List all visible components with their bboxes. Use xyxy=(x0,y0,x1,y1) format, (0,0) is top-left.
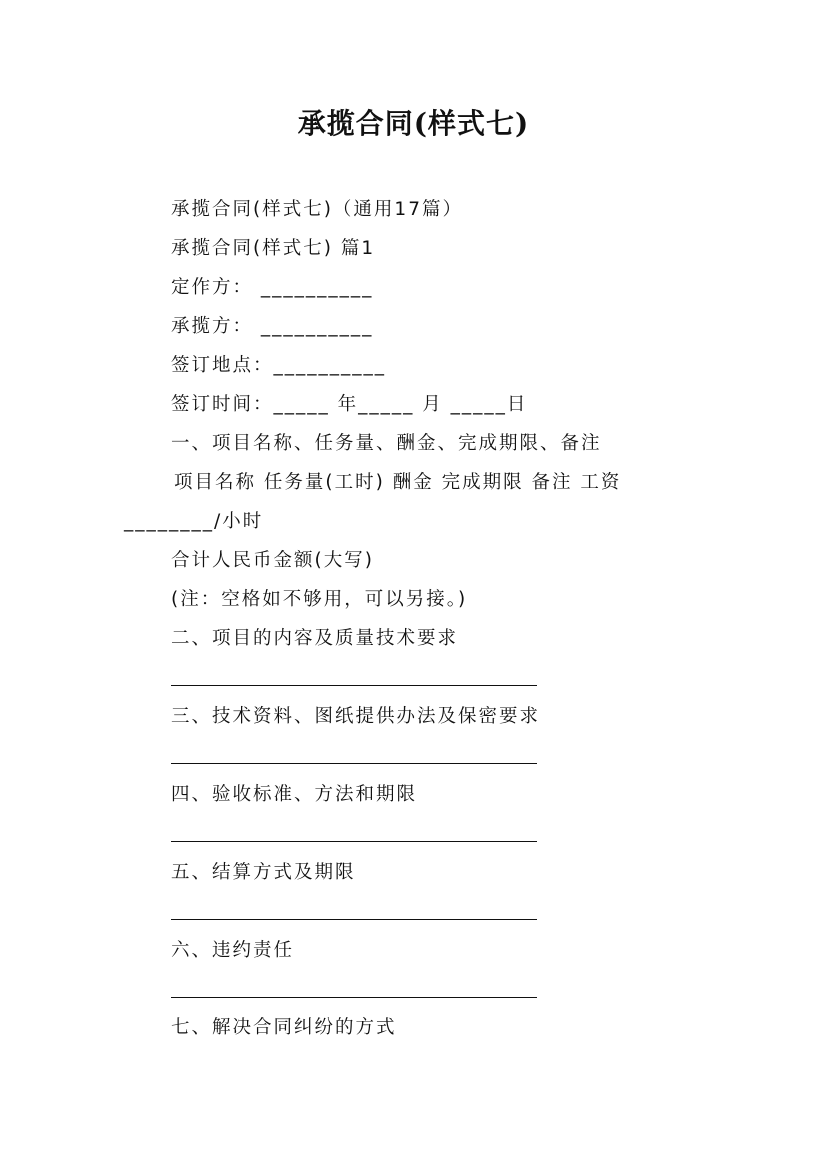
subtitle-line: 承揽合同(样式七)（通用17篇） xyxy=(171,199,463,220)
clause-6-heading: 六、违约责任 xyxy=(171,940,295,961)
blank-rule xyxy=(171,763,537,764)
contractor-field: 承揽方： __________ xyxy=(171,316,374,337)
note-line: (注：空格如不够用，可以另接。) xyxy=(171,589,468,610)
blank-rule xyxy=(171,997,537,998)
clause-3-heading: 三、技术资料、图纸提供办法及保密要求 xyxy=(171,706,541,727)
total-amount-line: 合计人民币金额(大写) xyxy=(171,550,374,571)
orderer-field: 定作方： __________ xyxy=(171,277,374,298)
clause-1-heading: 一、项目名称、任务量、酬金、完成期限、备注 xyxy=(171,433,602,454)
clause-7-heading: 七、解决合同纠纷的方式 xyxy=(171,1017,397,1038)
clause-4-heading: 四、验收标准、方法和期限 xyxy=(171,784,418,805)
document-title: 承揽合同(样式七) xyxy=(297,107,530,140)
clause-2-heading: 二、项目的内容及质量技术要求 xyxy=(171,628,459,649)
table-header-line: 项目名称 任务量(工时) 酬金 完成期限 备注 工资 xyxy=(174,472,622,493)
blank-rule xyxy=(171,919,537,920)
clause-5-heading: 五、结算方式及期限 xyxy=(171,862,356,883)
wage-line: ________/小时 xyxy=(124,511,264,532)
blank-rule xyxy=(171,685,537,686)
blank-rule xyxy=(171,841,537,842)
signing-date-field: 签订时间：_____ 年_____ 月 _____日 xyxy=(171,394,528,415)
section-heading: 承揽合同(样式七) 篇1 xyxy=(171,238,376,259)
signing-place-field: 签订地点：__________ xyxy=(171,355,387,376)
